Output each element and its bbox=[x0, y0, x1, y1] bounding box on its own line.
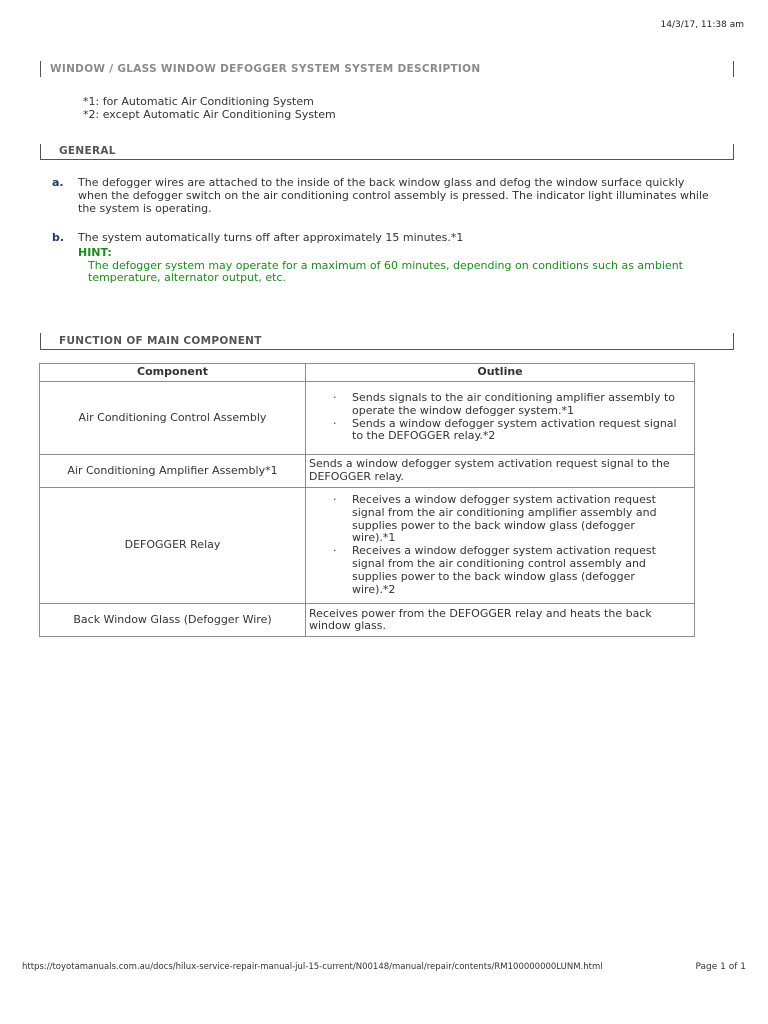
bullet-icon: · bbox=[333, 416, 337, 430]
table-row bbox=[40, 382, 695, 455]
bullet-icon: · bbox=[333, 493, 337, 506]
general-section-header bbox=[40, 144, 734, 160]
item-text: The system automatically turns off after approximately 15 minutes.*1 bbox=[78, 231, 464, 244]
column-header-outline: Outline bbox=[306, 364, 695, 382]
component-cell: Air Conditioning Control Assembly bbox=[40, 382, 306, 455]
component-cell: Back Window Glass (Defogger Wire) bbox=[40, 604, 306, 637]
bullet-text: Sends a window defogger system activation request signal to the DEFOGGER relay.*2 bbox=[352, 416, 677, 443]
list-item bbox=[333, 494, 677, 545]
bullet-icon: · bbox=[333, 544, 337, 558]
outline-bullet-list bbox=[309, 388, 691, 448]
bullet-icon: · bbox=[333, 390, 337, 404]
general-heading: GENERAL bbox=[59, 145, 116, 157]
item-letter: b. bbox=[52, 231, 65, 244]
hint-text: The defogger system may operate for a maximum of 60 minutes, depending on conditions such as ambient temperature, alternator output, etc. bbox=[88, 258, 683, 285]
outline-cell bbox=[306, 382, 695, 455]
general-item-a bbox=[52, 177, 712, 215]
applicability-notes bbox=[83, 95, 336, 121]
note-automatic-ac: *1: for Automatic Air Conditioning System bbox=[83, 95, 314, 108]
function-section-header bbox=[40, 333, 734, 350]
table-row bbox=[40, 488, 695, 604]
component-cell: DEFOGGER Relay bbox=[40, 488, 306, 604]
page-number: Page 1 of 1 bbox=[695, 962, 746, 972]
document-title-bar bbox=[40, 61, 734, 77]
general-item-b bbox=[52, 232, 712, 285]
note-except-automatic-ac: *2: except Automatic Air Conditioning System bbox=[83, 108, 336, 121]
bullet-text: Receives a window defogger system activation request signal from the air conditioning amplifier assembly and supplies power to the back window glass (defogger wire).*1 bbox=[352, 493, 657, 545]
outline-cell bbox=[306, 488, 695, 604]
outline-cell: Receives power from the DEFOGGER relay and heats the back window glass. bbox=[306, 604, 695, 637]
hint-label: HINT: bbox=[78, 245, 112, 259]
bullet-text: Sends signals to the air conditioning amplifier assembly to operate the window defogger system.*1 bbox=[352, 390, 676, 417]
function-heading: FUNCTION OF MAIN COMPONENT bbox=[59, 335, 262, 347]
document-title: WINDOW / GLASS WINDOW DEFOGGER SYSTEM SYSTEM DESCRIPTION bbox=[50, 63, 481, 75]
column-header-component: Component bbox=[40, 364, 306, 382]
list-item bbox=[333, 418, 677, 444]
table-row bbox=[40, 455, 695, 488]
outline-bullet-list bbox=[309, 490, 691, 601]
component-cell: Air Conditioning Amplifier Assembly*1 bbox=[40, 455, 306, 488]
source-url: https://toyotamanuals.com.au/docs/hilux-service-repair-manual-jul-15-current/N00148/manual/repair/contents/RM100000000LUNM.html bbox=[22, 962, 603, 972]
table-row bbox=[40, 604, 695, 637]
outline-cell: Sends a window defogger system activation request signal to the DEFOGGER relay. bbox=[306, 455, 695, 488]
item-text: The defogger wires are attached to the inside of the back window glass and defog the window surface quickly when the defogger switch on the air conditioning control assembly is pressed. The indicator light illuminates while the system is operating. bbox=[78, 176, 709, 215]
bullet-text: Receives a window defogger system activation request signal from the air conditioning control assembly and supplies power to the back window glass (defogger wire).*2 bbox=[352, 544, 656, 596]
list-item bbox=[333, 392, 677, 418]
table-header-row bbox=[40, 364, 695, 382]
item-letter: a. bbox=[52, 176, 64, 189]
print-date: 14/3/17, 11:38 am bbox=[660, 20, 744, 30]
list-item bbox=[333, 545, 677, 596]
main-component-table bbox=[39, 363, 695, 637]
